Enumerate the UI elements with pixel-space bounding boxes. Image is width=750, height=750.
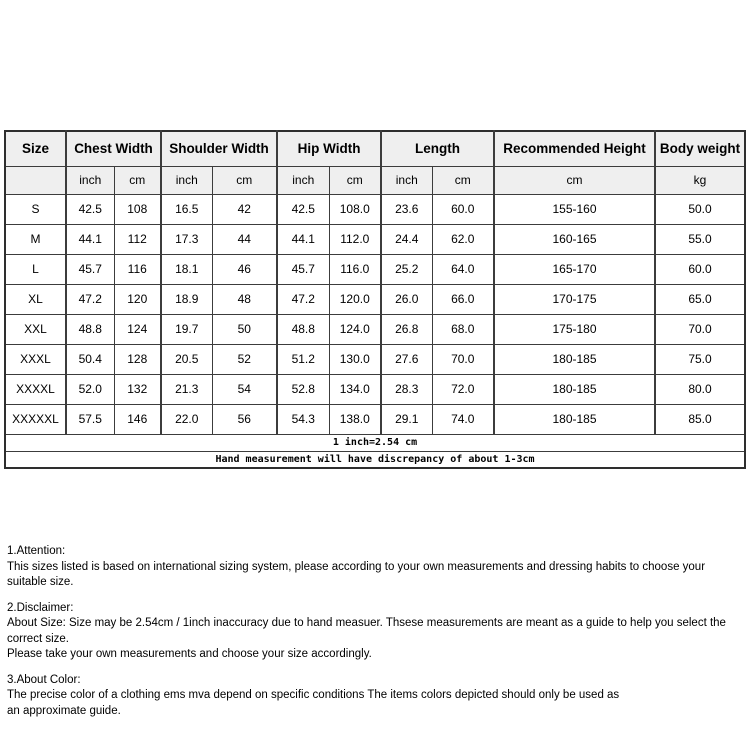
measurement-cell: 47.2 bbox=[66, 284, 114, 314]
measurement-cell: 74.0 bbox=[432, 404, 494, 434]
note-attention bbox=[7, 544, 747, 591]
measurement-cell: 165-170 bbox=[494, 254, 655, 284]
footnote-row bbox=[5, 451, 745, 468]
hip-width-label: Hip Width bbox=[297, 141, 361, 157]
measurement-cell: 52.8 bbox=[277, 374, 329, 404]
measurement-cell: 175-180 bbox=[494, 314, 655, 344]
measurement-cell: 120 bbox=[114, 284, 161, 314]
measurement-cell: 27.6 bbox=[381, 344, 432, 374]
measurement-cell: 42 bbox=[212, 194, 277, 224]
header-units-row bbox=[5, 166, 745, 194]
measurement-cell: 44.1 bbox=[277, 224, 329, 254]
measurement-cell: 85.0 bbox=[655, 404, 745, 434]
measurement-cell: 128 bbox=[114, 344, 161, 374]
unit-cell-cm: cm bbox=[494, 166, 655, 194]
measurement-cell: 64.0 bbox=[432, 254, 494, 284]
measurement-cell: 116 bbox=[114, 254, 161, 284]
measurement-cell: 47.2 bbox=[277, 284, 329, 314]
unit-cell-inch: inch bbox=[66, 166, 114, 194]
unit-cell-cm: cm bbox=[432, 166, 494, 194]
note-line: About Size: Size may be 2.54cm / 1inch inaccuracy due to hand measuer. Thsese measurements are meant as a guide to help you select the correct size. bbox=[7, 617, 726, 645]
measurement-cell: 28.3 bbox=[381, 374, 432, 404]
measurement-cell: 18.1 bbox=[161, 254, 212, 284]
unit-cell-cm: cm bbox=[114, 166, 161, 194]
note-line: This sizes listed is based on international sizing system, please according to your own measurements and dressing habits to choose your suitable size. bbox=[7, 560, 706, 588]
measurement-cell: 72.0 bbox=[432, 374, 494, 404]
note-heading: 2.Disclaimer: bbox=[7, 601, 74, 614]
measurement-cell: 52.0 bbox=[66, 374, 114, 404]
table-row bbox=[5, 254, 745, 284]
measurement-cell: 112.0 bbox=[329, 224, 381, 254]
measurement-cell: 116.0 bbox=[329, 254, 381, 284]
measurement-cell: 55.0 bbox=[655, 224, 745, 254]
measurement-cell: 80.0 bbox=[655, 374, 745, 404]
measurement-cell: 17.3 bbox=[161, 224, 212, 254]
measurement-cell: 22.0 bbox=[161, 404, 212, 434]
measurement-cell: 18.9 bbox=[161, 284, 212, 314]
size-label-cell: M bbox=[5, 224, 66, 254]
measurement-cell: 155-160 bbox=[494, 194, 655, 224]
measurement-cell: 44 bbox=[212, 224, 277, 254]
note-line: Please take your own measurements and choose your size accordingly. bbox=[7, 648, 372, 660]
measurement-cell: 50.4 bbox=[66, 344, 114, 374]
measurement-cell: 51.2 bbox=[277, 344, 329, 374]
measurement-cell: 23.6 bbox=[381, 194, 432, 224]
measurement-cell: 16.5 bbox=[161, 194, 212, 224]
unit-cell-inch: inch bbox=[277, 166, 329, 194]
table-header bbox=[5, 131, 745, 194]
size-table-body bbox=[5, 194, 745, 434]
note-line: The precise color of a clothing ems mva depend on specific conditions The items colors depicted should only be used as bbox=[7, 689, 620, 701]
measurement-cell: 66.0 bbox=[432, 284, 494, 314]
notes-section bbox=[7, 544, 747, 729]
measurement-cell: 130.0 bbox=[329, 344, 381, 374]
footnote-row bbox=[5, 434, 745, 451]
table-footer bbox=[5, 434, 745, 468]
measurement-cell: 160-165 bbox=[494, 224, 655, 254]
measurement-cell: 46 bbox=[212, 254, 277, 284]
measurement-cell: 70.0 bbox=[655, 314, 745, 344]
table-row bbox=[5, 284, 745, 314]
measurement-cell: 170-175 bbox=[494, 284, 655, 314]
measurement-cell: 26.8 bbox=[381, 314, 432, 344]
measurement-cell: 65.0 bbox=[655, 284, 745, 314]
measurement-cell: 70.0 bbox=[432, 344, 494, 374]
measurement-cell: 68.0 bbox=[432, 314, 494, 344]
measurement-cell: 54.3 bbox=[277, 404, 329, 434]
measurement-cell: 57.5 bbox=[66, 404, 114, 434]
measurement-cell: 44.1 bbox=[66, 224, 114, 254]
size-label-cell: XXXXL bbox=[5, 374, 66, 404]
measurement-cell: 120.0 bbox=[329, 284, 381, 314]
measurement-cell: 19.7 bbox=[161, 314, 212, 344]
measurement-cell: 20.5 bbox=[161, 344, 212, 374]
header-group-row bbox=[5, 131, 745, 166]
measurement-cell: 45.7 bbox=[277, 254, 329, 284]
measurement-cell: 56 bbox=[212, 404, 277, 434]
measurement-cell: 108 bbox=[114, 194, 161, 224]
unit-cell-kg: kg bbox=[655, 166, 745, 194]
measurement-cell: 24.4 bbox=[381, 224, 432, 254]
measurement-cell: 75.0 bbox=[655, 344, 745, 374]
size-label-cell: XL bbox=[5, 284, 66, 314]
size-label-cell: XXXXXL bbox=[5, 404, 66, 434]
measurement-cell: 180-185 bbox=[494, 404, 655, 434]
measurement-cell: 60.0 bbox=[655, 254, 745, 284]
measurement-cell: 48.8 bbox=[277, 314, 329, 344]
table-row bbox=[5, 374, 745, 404]
note-heading: 1.Attention: bbox=[7, 545, 66, 557]
measurement-cell: 42.5 bbox=[277, 194, 329, 224]
measurement-cell: 134.0 bbox=[329, 374, 381, 404]
measurement-cell: 124 bbox=[114, 314, 161, 344]
measurement-cell: 132 bbox=[114, 374, 161, 404]
measurement-cell: 62.0 bbox=[432, 224, 494, 254]
column-header-size: Size bbox=[5, 131, 66, 166]
measurement-cell: 54 bbox=[212, 374, 277, 404]
unit-cell-empty bbox=[5, 166, 66, 194]
measurement-cell: 180-185 bbox=[494, 344, 655, 374]
unit-cell-cm: cm bbox=[212, 166, 277, 194]
measurement-cell: 50.0 bbox=[655, 194, 745, 224]
note-about-color bbox=[7, 673, 747, 720]
column-header-recommended-height: Recommended Height bbox=[494, 131, 655, 166]
column-header-length: Length bbox=[381, 131, 494, 166]
column-header-shoulder-width: Shoulder Width bbox=[161, 131, 277, 166]
measurement-cell: 21.3 bbox=[161, 374, 212, 404]
measurement-cell: 52 bbox=[212, 344, 277, 374]
measurement-cell: 112 bbox=[114, 224, 161, 254]
unit-cell-cm: cm bbox=[329, 166, 381, 194]
table-row bbox=[5, 404, 745, 434]
measurement-cell: 138.0 bbox=[329, 404, 381, 434]
measurement-cell: 48.8 bbox=[66, 314, 114, 344]
table-row bbox=[5, 224, 745, 254]
note-heading: 3.About Color: bbox=[7, 673, 81, 686]
note-line: an approximate guide. bbox=[7, 704, 121, 717]
size-label-cell: L bbox=[5, 254, 66, 284]
measurement-cell: 45.7 bbox=[66, 254, 114, 284]
measurement-cell: 48 bbox=[212, 284, 277, 314]
footnote-inch-conversion: 1 inch=2.54 cm bbox=[5, 434, 745, 451]
table-row bbox=[5, 194, 745, 224]
table-row bbox=[5, 344, 745, 374]
unit-cell-inch: inch bbox=[381, 166, 432, 194]
size-label-cell: XXL bbox=[5, 314, 66, 344]
column-header-body-weight: Body weight bbox=[655, 131, 745, 166]
measurement-cell: 60.0 bbox=[432, 194, 494, 224]
measurement-cell: 50 bbox=[212, 314, 277, 344]
measurement-cell: 124.0 bbox=[329, 314, 381, 344]
measurement-cell: 42.5 bbox=[66, 194, 114, 224]
size-chart-table bbox=[4, 130, 746, 469]
measurement-cell: 29.1 bbox=[381, 404, 432, 434]
measurement-cell: 26.0 bbox=[381, 284, 432, 314]
size-label-cell: S bbox=[5, 194, 66, 224]
note-disclaimer bbox=[7, 601, 747, 663]
unit-cell-inch: inch bbox=[161, 166, 212, 194]
size-label-cell: XXXL bbox=[5, 344, 66, 374]
footnote-hand-measurement: Hand measurement will have discrepancy of about 1-3cm bbox=[5, 451, 745, 468]
table-row bbox=[5, 314, 745, 344]
measurement-cell: 180-185 bbox=[494, 374, 655, 404]
column-header-hip-width bbox=[277, 131, 381, 166]
measurement-cell: 25.2 bbox=[381, 254, 432, 284]
column-header-chest-width: Chest Width bbox=[66, 131, 161, 166]
measurement-cell: 108.0 bbox=[329, 194, 381, 224]
measurement-cell: 146 bbox=[114, 404, 161, 434]
